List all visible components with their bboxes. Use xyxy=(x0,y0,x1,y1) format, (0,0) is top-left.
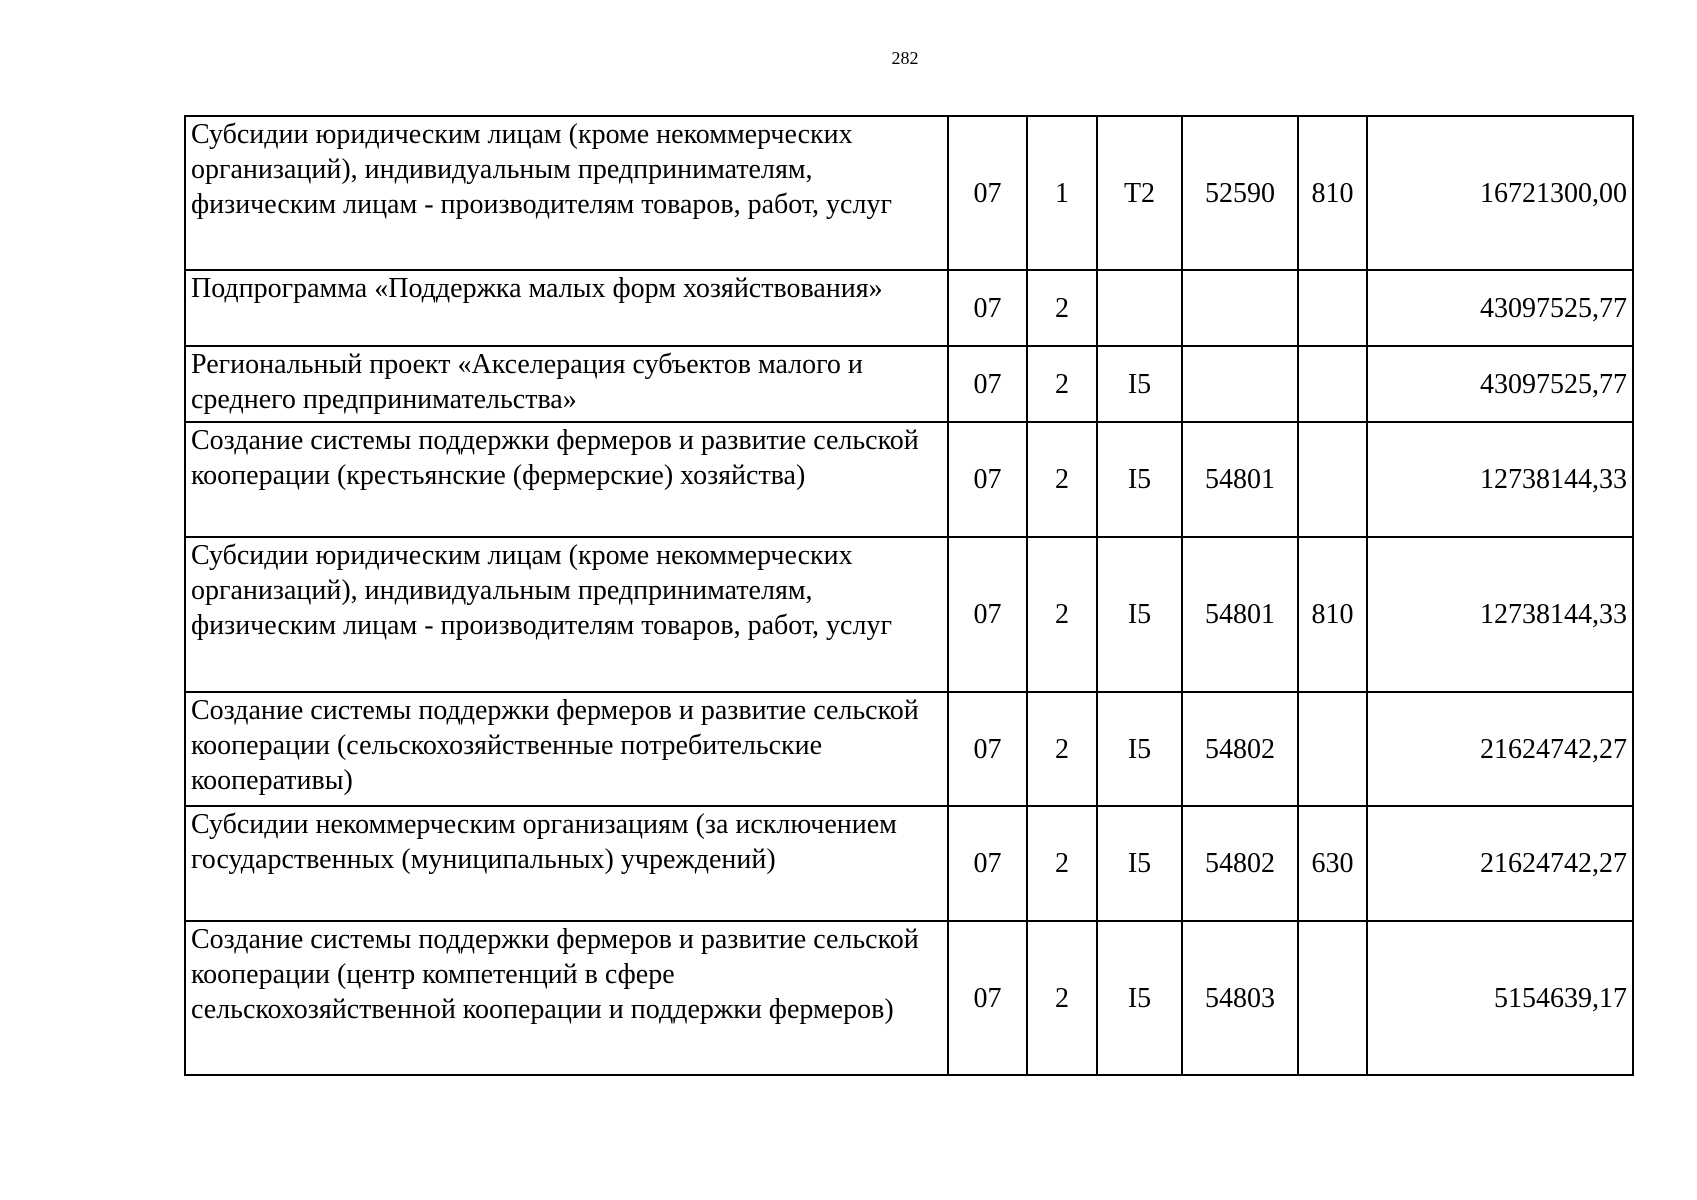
row-name-cell: Субсидии юридическим лицам (кроме некоммерческих организаций), индивидуальным предпринимателям, физическим лицам - производителям товаров, работ, услуг xyxy=(185,537,948,692)
section-code-cell: 07 xyxy=(948,422,1027,537)
row-name-cell: Субсидии юридическим лицам (кроме некоммерческих организаций), индивидуальным предпринимателям, физическим лицам - производителям товаров, работ, услуг xyxy=(185,116,948,270)
section-code-cell: 07 xyxy=(948,346,1027,422)
expense-type-cell: 630 xyxy=(1298,806,1367,921)
expense-type-cell xyxy=(1298,270,1367,346)
expense-type-cell: 810 xyxy=(1298,116,1367,270)
amount-cell: 43097525,77 xyxy=(1367,346,1633,422)
direction-code-cell xyxy=(1182,346,1298,422)
project-code-cell: I5 xyxy=(1097,537,1182,692)
project-code-cell: I5 xyxy=(1097,921,1182,1075)
row-name-cell: Субсидии некоммерческим организациям (за исключением государственных (муниципальных) учреждений) xyxy=(185,806,948,921)
expense-type-cell xyxy=(1298,422,1367,537)
page-number: 282 xyxy=(891,48,919,68)
project-code-cell: I5 xyxy=(1097,806,1182,921)
amount-cell: 21624742,27 xyxy=(1367,806,1633,921)
table-row xyxy=(185,422,1633,537)
project-code-cell: I5 xyxy=(1097,346,1182,422)
section-code-cell: 07 xyxy=(948,116,1027,270)
subprogram-code-cell: 1 xyxy=(1027,116,1097,270)
table-row xyxy=(185,921,1633,1075)
amount-cell: 5154639,17 xyxy=(1367,921,1633,1075)
section-code-cell: 07 xyxy=(948,806,1027,921)
table-row xyxy=(185,116,1633,270)
subprogram-code-cell: 2 xyxy=(1027,422,1097,537)
row-name-cell: Создание системы поддержки фермеров и развитие сельской кооперации (крестьянские (фермерские) хозяйства) xyxy=(185,422,948,537)
section-code-cell: 07 xyxy=(948,270,1027,346)
amount-cell: 16721300,00 xyxy=(1367,116,1633,270)
direction-code-cell: 54801 xyxy=(1182,422,1298,537)
subprogram-code-cell: 2 xyxy=(1027,692,1097,806)
row-name-cell: Создание системы поддержки фермеров и развитие сельской кооперации (сельскохозяйственные потребительские кооперативы) xyxy=(185,692,948,806)
project-code-cell: Т2 xyxy=(1097,116,1182,270)
amount-cell: 21624742,27 xyxy=(1367,692,1633,806)
project-code-cell: I5 xyxy=(1097,422,1182,537)
table-row xyxy=(185,270,1633,346)
table-row xyxy=(185,537,1633,692)
subprogram-code-cell: 2 xyxy=(1027,921,1097,1075)
budget-table xyxy=(184,115,1634,1076)
direction-code-cell: 52590 xyxy=(1182,116,1298,270)
subprogram-code-cell: 2 xyxy=(1027,806,1097,921)
section-code-cell: 07 xyxy=(948,921,1027,1075)
subprogram-code-cell: 2 xyxy=(1027,537,1097,692)
direction-code-cell: 54802 xyxy=(1182,806,1298,921)
subprogram-code-cell: 2 xyxy=(1027,346,1097,422)
direction-code-cell: 54803 xyxy=(1182,921,1298,1075)
expense-type-cell xyxy=(1298,346,1367,422)
project-code-cell xyxy=(1097,270,1182,346)
table-row xyxy=(185,346,1633,422)
subprogram-code-cell: 2 xyxy=(1027,270,1097,346)
amount-cell: 12738144,33 xyxy=(1367,422,1633,537)
expense-type-cell: 810 xyxy=(1298,537,1367,692)
section-code-cell: 07 xyxy=(948,692,1027,806)
direction-code-cell: 54802 xyxy=(1182,692,1298,806)
section-code-cell: 07 xyxy=(948,537,1027,692)
direction-code-cell xyxy=(1182,270,1298,346)
row-name-cell: Региональный проект «Акселерация субъектов малого и среднего предпринимательства» xyxy=(185,346,948,422)
row-name-cell: Создание системы поддержки фермеров и развитие сельской кооперации (центр компетенций в сфере сельскохозяйственной кооперации и поддержки фермеров) xyxy=(185,921,948,1075)
expense-type-cell xyxy=(1298,692,1367,806)
amount-cell: 43097525,77 xyxy=(1367,270,1633,346)
direction-code-cell: 54801 xyxy=(1182,537,1298,692)
expense-type-cell xyxy=(1298,921,1367,1075)
project-code-cell: I5 xyxy=(1097,692,1182,806)
amount-cell: 12738144,33 xyxy=(1367,537,1633,692)
table-row xyxy=(185,692,1633,806)
row-name-cell: Подпрограмма «Поддержка малых форм хозяйствования» xyxy=(185,270,948,346)
table-row xyxy=(185,806,1633,921)
